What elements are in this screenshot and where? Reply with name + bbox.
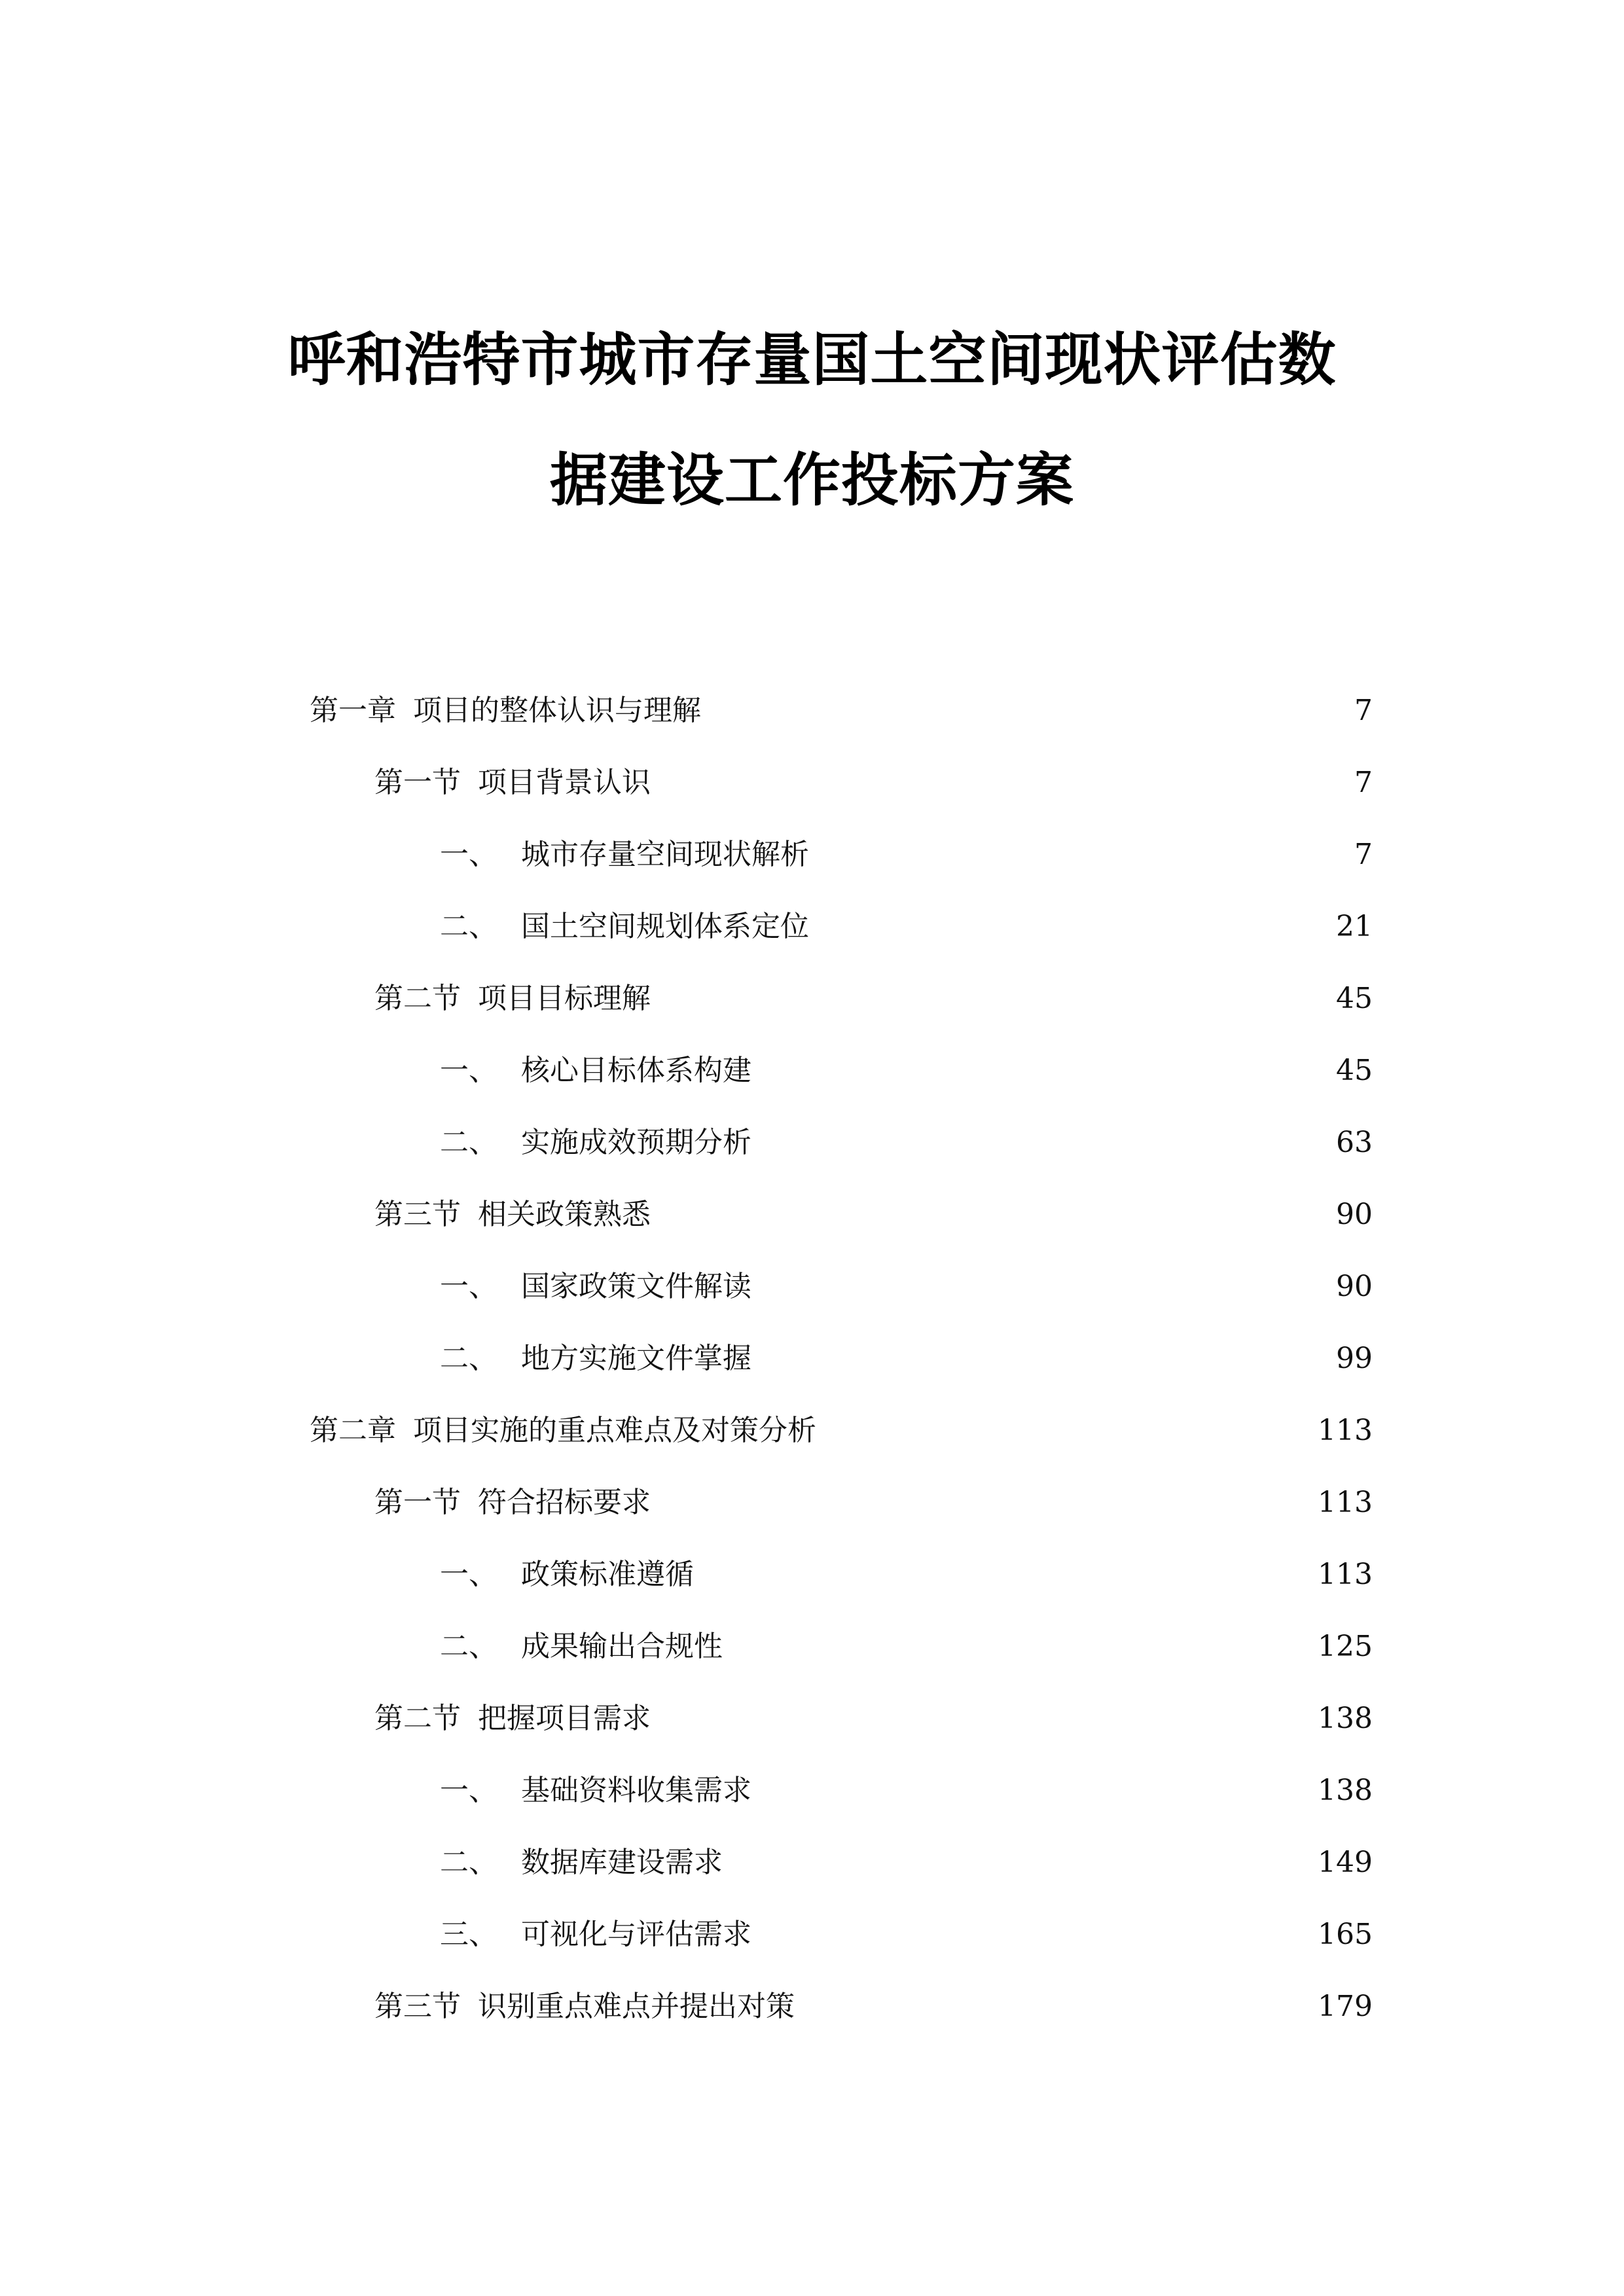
toc-entry[interactable]: [440, 1048, 1373, 1094]
table-of-contents: [0, 688, 1624, 2128]
toc-entry-number: 第三节: [374, 1990, 461, 2023]
toc-entry-title: 项目的整体认识与理解: [413, 694, 701, 727]
toc-entry-label: [440, 1912, 758, 1958]
toc-entry-label: [440, 1048, 758, 1094]
toc-page-number: 45: [1336, 982, 1373, 1015]
toc-dot-leader: [758, 1346, 1327, 1372]
toc-page-number: 63: [1336, 1126, 1373, 1159]
toc-entry-title: 识别重点难点并提出对策: [478, 1990, 795, 2023]
toc-entry-label: [310, 688, 708, 734]
toc-entry-number: 一、: [440, 838, 497, 871]
toc-entry-number: 第二节: [374, 982, 461, 1015]
toc-page-number: 45: [1336, 1054, 1373, 1087]
toc-dot-leader: [758, 1058, 1327, 1084]
toc-entry-title: 地方实施文件掌握: [521, 1342, 751, 1375]
toc-page-number: 125: [1318, 1630, 1373, 1663]
toc-entry-label: [374, 760, 657, 806]
toc-entry[interactable]: [440, 1768, 1373, 1814]
toc-page-number: 99: [1336, 1342, 1373, 1375]
toc-entry[interactable]: [440, 904, 1373, 950]
toc-entry[interactable]: [440, 1264, 1373, 1310]
toc-entry-number: 一、: [440, 1270, 497, 1303]
document-title: [0, 327, 1624, 513]
toc-entry-label: [374, 1696, 657, 1742]
toc-entry-label: [440, 1840, 729, 1886]
toc-entry-label: [440, 1552, 700, 1598]
toc-entry[interactable]: [440, 1840, 1373, 1886]
toc-entry-number: 一、: [440, 1558, 497, 1591]
toc-dot-leader: [816, 842, 1345, 868]
toc-entry-title: 符合招标要求: [478, 1486, 651, 1519]
toc-dot-leader: [816, 914, 1327, 940]
toc-page-number: 21: [1336, 910, 1373, 943]
toc-dot-leader: [758, 1778, 1308, 1804]
toc-dot-leader: [657, 1202, 1327, 1228]
toc-entry[interactable]: [374, 1192, 1373, 1238]
toc-dot-leader: [729, 1850, 1308, 1876]
toc-dot-leader: [657, 1490, 1308, 1516]
toc-entry[interactable]: [440, 1120, 1373, 1166]
toc-entry-number: 第二章: [310, 1414, 396, 1447]
toc-entry-label: [440, 1264, 758, 1310]
toc-entry-title: 相关政策熟悉: [478, 1198, 651, 1231]
toc-entry-number: 第三节: [374, 1198, 461, 1231]
toc-entry-title: 基础资料收集需求: [521, 1774, 751, 1807]
toc-entry-label: [374, 976, 657, 1022]
toc-entry-title: 城市存量空间现状解析: [521, 838, 809, 871]
toc-page-number: 149: [1318, 1846, 1373, 1879]
toc-entry[interactable]: [374, 1696, 1373, 1742]
toc-page-number: 138: [1318, 1702, 1373, 1735]
toc-entry-title: 可视化与评估需求: [521, 1918, 751, 1951]
toc-page-number: 113: [1318, 1414, 1373, 1447]
toc-dot-leader: [708, 698, 1345, 724]
toc-page-number: 7: [1354, 694, 1373, 727]
toc-entry[interactable]: [310, 1408, 1373, 1454]
toc-dot-leader: [758, 1274, 1327, 1300]
toc-entry-label: [374, 1192, 657, 1238]
toc-dot-leader: [657, 1706, 1308, 1732]
toc-dot-leader: [801, 1994, 1308, 2020]
toc-entry-title: 实施成效预期分析: [521, 1126, 751, 1159]
toc-entry-title: 把握项目需求: [478, 1702, 651, 1735]
toc-entry-title: 项目实施的重点难点及对策分析: [413, 1414, 816, 1447]
toc-entry[interactable]: [440, 1336, 1373, 1382]
toc-entry-title: 成果输出合规性: [521, 1630, 723, 1663]
toc-entry-number: 三、: [440, 1918, 497, 1951]
toc-entry-title: 政策标准遵循: [521, 1558, 694, 1591]
toc-dot-leader: [657, 770, 1345, 796]
toc-entry-title: 数据库建设需求: [521, 1846, 723, 1879]
toc-page-number: 7: [1354, 766, 1373, 799]
toc-entry-number: 第二节: [374, 1702, 461, 1735]
toc-dot-leader: [700, 1562, 1308, 1588]
toc-entry[interactable]: [440, 1912, 1373, 1958]
toc-page-number: 90: [1336, 1198, 1373, 1231]
toc-page-number: 90: [1336, 1270, 1373, 1303]
toc-entry-number: 第一节: [374, 766, 461, 799]
toc-page-number: 113: [1318, 1558, 1373, 1591]
toc-entry[interactable]: [440, 832, 1373, 878]
toc-dot-leader: [758, 1130, 1327, 1156]
toc-entry-number: 二、: [440, 1846, 497, 1879]
toc-entry-label: [440, 1120, 758, 1166]
toc-entry-number: 第一节: [374, 1486, 461, 1519]
toc-entry[interactable]: [310, 688, 1373, 734]
toc-entry-label: [440, 1624, 729, 1670]
toc-entry-title: 核心目标体系构建: [521, 1054, 751, 1087]
toc-entry-number: 二、: [440, 1342, 497, 1375]
toc-dot-leader: [823, 1418, 1308, 1444]
toc-page-number: 165: [1318, 1918, 1373, 1951]
toc-entry-number: 第一章: [310, 694, 396, 727]
toc-entry[interactable]: [374, 760, 1373, 806]
toc-page-number: 138: [1318, 1774, 1373, 1807]
toc-entry-number: 二、: [440, 1630, 497, 1663]
toc-entry-title: 项目背景认识: [478, 766, 651, 799]
toc-entry[interactable]: [374, 1480, 1373, 1526]
toc-page-number: 179: [1318, 1990, 1373, 2023]
toc-dot-leader: [758, 1922, 1308, 1948]
title-line-1: 呼和浩特市城市存量国土空间现状评估数: [287, 326, 1337, 393]
toc-entry[interactable]: [374, 976, 1373, 1022]
toc-entry-label: [374, 1480, 657, 1526]
toc-entry-label: [440, 832, 816, 878]
toc-entry-number: 一、: [440, 1774, 497, 1807]
toc-entry-title: 国家政策文件解读: [521, 1270, 751, 1303]
toc-entry[interactable]: [440, 1624, 1373, 1670]
toc-entry-number: 一、: [440, 1054, 497, 1087]
toc-page-number: 113: [1318, 1486, 1373, 1519]
toc-entry-label: [440, 904, 816, 950]
toc-entry[interactable]: [440, 1552, 1373, 1598]
toc-entry[interactable]: [374, 1984, 1373, 2030]
title-line-2: 据建设工作投标方案: [549, 446, 1074, 514]
toc-entry-label: [440, 1336, 758, 1382]
toc-dot-leader: [729, 1634, 1308, 1660]
toc-entry-title: 项目目标理解: [478, 982, 651, 1015]
toc-dot-leader: [657, 986, 1327, 1012]
toc-entry-number: 二、: [440, 910, 497, 943]
toc-entry-label: [310, 1408, 823, 1454]
toc-entry-title: 国土空间规划体系定位: [521, 910, 809, 943]
toc-entry-number: 二、: [440, 1126, 497, 1159]
toc-entry-label: [440, 1768, 758, 1814]
toc-page-number: 7: [1354, 838, 1373, 871]
toc-entry-label: [374, 1984, 801, 2030]
